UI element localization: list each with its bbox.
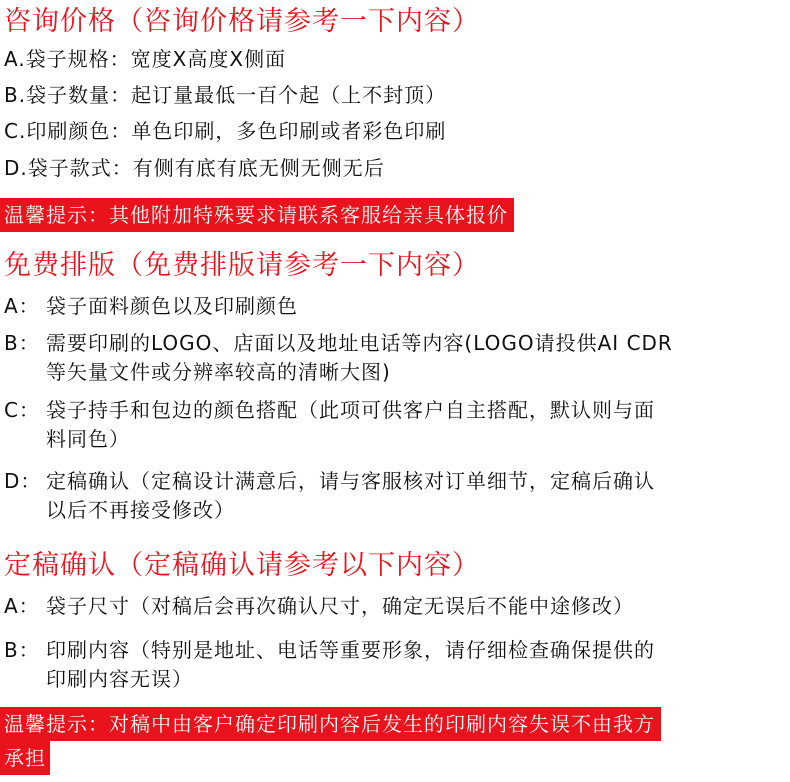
notice-banner-liability: 温馨提示：对稿中由客户确定印刷内容后发生的印刷内容失误不由我方: [0, 707, 661, 741]
item-key: B：: [4, 331, 40, 355]
item-key: A：: [4, 594, 40, 618]
layout-item-b: [4, 329, 784, 387]
item-text-continued: 以后不再接受修改）: [46, 498, 235, 522]
spec-line-quantity: B.袋子数量：起订量最低一百个起（上不封顶）: [4, 83, 447, 107]
notice-banner-liability-continued: [0, 741, 50, 775]
section-title-pricing: 咨询价格（咨询价格请参考一下内容）: [4, 6, 480, 37]
confirm-item-b: [4, 636, 784, 694]
item-text-continued: 料同色）: [46, 427, 130, 451]
item-key: B：: [4, 638, 40, 662]
spec-line-size: A.袋子规格：宽度X高度X侧面: [4, 47, 287, 71]
item-key: C：: [4, 398, 40, 422]
layout-item-c: [4, 396, 784, 454]
item-text-continued: 等矢量文件或分辨率较高的清晰大图): [46, 360, 391, 384]
item-text: 袋子尺寸（对稿后会再次确认尺寸，确定无误后不能中途修改）: [46, 594, 634, 618]
item-text: 需要印刷的LOGO、店面以及地址电话等内容(LOGO请投供AI CDR: [46, 331, 673, 355]
layout-item-d: [4, 467, 784, 525]
section-title-layout: 免费排版（免费排版请参考一下内容）: [4, 250, 480, 281]
item-key: A：: [4, 294, 40, 318]
section-title-confirm: 定稿确认（定稿确认请参考以下内容）: [4, 550, 480, 581]
layout-item-a: [4, 292, 784, 321]
item-text: 袋子面料颜色以及印刷颜色: [46, 294, 298, 318]
confirm-item-a: [4, 592, 784, 621]
notice-banner-quote: 温馨提示：其他附加特殊要求请联系客服给亲具体报价: [0, 198, 514, 232]
item-text: 袋子持手和包边的颜色搭配（此项可供客户自主搭配，默认则与面: [46, 398, 655, 422]
item-key: D：: [4, 469, 42, 493]
notice-continued-text: 承担: [0, 741, 50, 775]
item-text: 印刷内容（特别是地址、电话等重要形象，请仔细检查确保提供的: [46, 638, 655, 662]
spec-line-print-color: C.印刷颜色：单色印刷，多色印刷或者彩色印刷: [4, 119, 447, 143]
spec-line-style: D.袋子款式：有侧有底有底无侧无侧无后: [4, 156, 385, 180]
item-text: 定稿确认（定稿设计满意后，请与客服核对订单细节，定稿后确认: [46, 469, 655, 493]
item-text-continued: 印刷内容无误）: [46, 667, 193, 691]
